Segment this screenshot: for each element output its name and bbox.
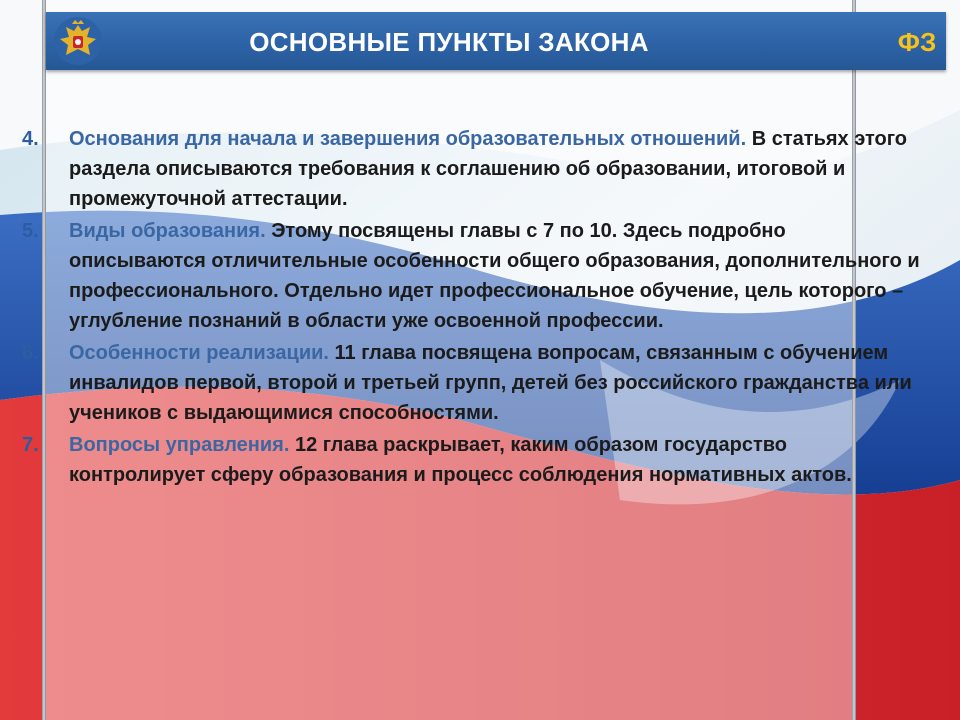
item-number: 5.	[22, 220, 39, 242]
item-text: Этому посвящены главы с 7 по 10. Здесь подробно описываются отличительные особенности общего образования, дополнительного и профессионального. Отдельно идет профессиональное обучение, цель которого – углубление познаний в области уже освоенной профессии.	[69, 220, 920, 332]
item-heading: Основания для начала и завершения образовательных отношений.	[69, 128, 747, 150]
list-item	[22, 216, 922, 336]
list-item	[22, 430, 922, 490]
law-points-list	[22, 124, 922, 492]
fz-badge: ФЗ	[897, 27, 937, 57]
item-number: 4.	[22, 128, 39, 150]
item-number: 7.	[22, 434, 39, 456]
list-item	[22, 124, 922, 214]
item-heading: Особенности реализации.	[69, 342, 329, 364]
list-item	[22, 338, 922, 428]
page-title: ОСНОВНЫЕ ПУНКТЫ ЗАКОНА	[249, 27, 649, 57]
item-text: В статьях этого раздела описываются требования к соглашению об образовании, итоговой и промежуточной аттестации.	[69, 128, 908, 210]
title-bar	[46, 12, 946, 70]
item-text: 11 глава посвящена вопросам, связанным с обучением инвалидов первой, второй и третьей групп, детей без российского гражданства или учеников с выдающимися способностями.	[69, 342, 912, 424]
item-number: 6.	[22, 342, 39, 364]
item-heading: Виды образования.	[69, 220, 266, 242]
item-heading: Вопросы управления.	[69, 434, 290, 456]
item-text: 12 глава раскрывает, каким образом государство контролирует сферу образования и процесс соблюдения нормативных актов.	[69, 434, 852, 486]
